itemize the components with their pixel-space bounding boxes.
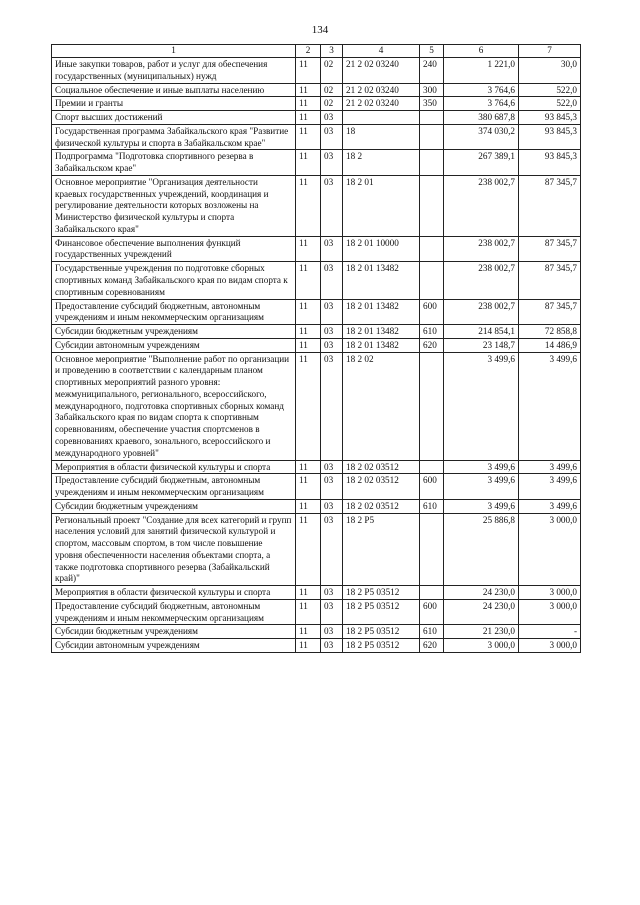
section-code-cell: 11 <box>296 150 321 176</box>
amount-col7-cell: 87 345,7 <box>519 262 581 299</box>
table-row <box>52 586 581 600</box>
table-row <box>52 83 581 97</box>
budget-table <box>51 44 581 653</box>
table-row <box>52 111 581 125</box>
expense-type-cell: 610 <box>420 325 444 339</box>
amount-col6-cell: 238 002,7 <box>444 299 519 325</box>
table-row <box>52 513 581 586</box>
subsection-code-cell: 03 <box>321 124 343 150</box>
item-name-cell: Субсидии бюджетным учреждениям <box>52 625 296 639</box>
amount-col7-cell: 3 499,6 <box>519 460 581 474</box>
table-row <box>52 236 581 262</box>
amount-col7-cell: 3 000,0 <box>519 513 581 586</box>
section-code-cell: 11 <box>296 236 321 262</box>
item-name-cell: Премии и гранты <box>52 97 296 111</box>
amount-col6-cell: 25 886,8 <box>444 513 519 586</box>
subsection-code-cell: 03 <box>321 474 343 500</box>
section-code-cell: 11 <box>296 175 321 236</box>
subsection-code-cell: 03 <box>321 325 343 339</box>
amount-col6-cell: 3 000,0 <box>444 639 519 653</box>
item-name-cell: Предоставление субсидий бюджетным, автономным учреждениям и иным некоммерческим организациям <box>52 599 296 625</box>
item-name-cell: Мероприятия в области физической культуры и спорта <box>52 460 296 474</box>
amount-col7-cell: - <box>519 625 581 639</box>
amount-col7-cell: 87 345,7 <box>519 236 581 262</box>
table-body <box>52 58 581 653</box>
table-row <box>52 175 581 236</box>
subsection-code-cell: 03 <box>321 460 343 474</box>
target-article-cell: 18 2 P5 <box>343 513 420 586</box>
table-row <box>52 124 581 150</box>
table-row <box>52 58 581 84</box>
section-code-cell: 11 <box>296 338 321 352</box>
amount-col7-cell: 3 499,6 <box>519 499 581 513</box>
amount-col7-cell: 93 845,3 <box>519 111 581 125</box>
target-article-cell: 18 2 02 03512 <box>343 474 420 500</box>
subsection-code-cell: 03 <box>321 111 343 125</box>
target-article-cell: 18 2 P5 03512 <box>343 639 420 653</box>
target-article-cell: 21 2 02 03240 <box>343 58 420 84</box>
table-row <box>52 97 581 111</box>
target-article-cell: 18 2 01 <box>343 175 420 236</box>
expense-type-cell <box>420 124 444 150</box>
target-article-cell: 18 2 P5 03512 <box>343 586 420 600</box>
table-row <box>52 262 581 299</box>
column-header: 5 <box>420 45 444 58</box>
subsection-code-cell: 03 <box>321 586 343 600</box>
column-header: 6 <box>444 45 519 58</box>
page-number: 134 <box>311 24 329 36</box>
target-article-cell: 18 2 02 03512 <box>343 460 420 474</box>
table-row <box>52 150 581 176</box>
expense-type-cell: 600 <box>420 474 444 500</box>
section-code-cell: 11 <box>296 83 321 97</box>
item-name-cell: Основное мероприятие "Выполнение работ по организации и проведению в соответствии с календарным планом спортивных мероприятий разного уровня: межмуниципального, регионального, всероссийского, международного, подготовка спортивных сборных команд Забайкальского края по видам спорта к спортивным соревнованиям, обеспечение участия спортсменов в соревнованиях краевого, зонального, всероссийского и международного уровней" <box>52 352 296 460</box>
section-code-cell: 11 <box>296 586 321 600</box>
amount-col7-cell: 87 345,7 <box>519 299 581 325</box>
amount-col7-cell: 3 000,0 <box>519 586 581 600</box>
amount-col7-cell: 93 845,3 <box>519 150 581 176</box>
item-name-cell: Мероприятия в области физической культуры и спорта <box>52 586 296 600</box>
item-name-cell: Социальное обеспечение и иные выплаты населению <box>52 83 296 97</box>
amount-col6-cell: 24 230,0 <box>444 586 519 600</box>
target-article-cell: 18 2 01 13482 <box>343 325 420 339</box>
amount-col6-cell: 3 764,6 <box>444 83 519 97</box>
amount-col7-cell: 93 845,3 <box>519 124 581 150</box>
expense-type-cell <box>420 175 444 236</box>
amount-col7-cell: 3 499,6 <box>519 352 581 460</box>
subsection-code-cell: 03 <box>321 338 343 352</box>
target-article-cell: 18 2 P5 03512 <box>343 625 420 639</box>
subsection-code-cell: 03 <box>321 262 343 299</box>
section-code-cell: 11 <box>296 625 321 639</box>
expense-type-cell: 620 <box>420 639 444 653</box>
amount-col6-cell: 3 499,6 <box>444 474 519 500</box>
item-name-cell: Субсидии автономным учреждениям <box>52 639 296 653</box>
table-row <box>52 474 581 500</box>
amount-col6-cell: 267 389,1 <box>444 150 519 176</box>
header-row <box>52 45 581 58</box>
expense-type-cell <box>420 236 444 262</box>
amount-col6-cell: 3 499,6 <box>444 499 519 513</box>
target-article-cell: 18 2 <box>343 150 420 176</box>
section-code-cell: 11 <box>296 513 321 586</box>
expense-type-cell <box>420 513 444 586</box>
expense-type-cell <box>420 460 444 474</box>
amount-col6-cell: 238 002,7 <box>444 236 519 262</box>
amount-col7-cell: 3 499,6 <box>519 474 581 500</box>
table-row <box>52 352 581 460</box>
section-code-cell: 11 <box>296 599 321 625</box>
amount-col6-cell: 374 030,2 <box>444 124 519 150</box>
item-name-cell: Субсидии автономным учреждениям <box>52 338 296 352</box>
subsection-code-cell: 03 <box>321 625 343 639</box>
amount-col6-cell: 214 854,1 <box>444 325 519 339</box>
target-article-cell: 18 2 01 13482 <box>343 262 420 299</box>
section-code-cell: 11 <box>296 474 321 500</box>
column-header: 2 <box>296 45 321 58</box>
item-name-cell: Финансовое обеспечение выполнения функций государственных учреждений <box>52 236 296 262</box>
expense-type-cell: 300 <box>420 83 444 97</box>
item-name-cell: Субсидии бюджетным учреждениям <box>52 499 296 513</box>
amount-col7-cell: 522,0 <box>519 97 581 111</box>
table-row <box>52 325 581 339</box>
expense-type-cell <box>420 262 444 299</box>
item-name-cell: Предоставление субсидий бюджетным, автономным учреждениям и иным некоммерческим организациям <box>52 299 296 325</box>
target-article-cell: 18 2 01 10000 <box>343 236 420 262</box>
subsection-code-cell: 03 <box>321 299 343 325</box>
item-name-cell: Подпрограмма "Подготовка спортивного резерва в Забайкальском крае" <box>52 150 296 176</box>
subsection-code-cell: 03 <box>321 150 343 176</box>
section-code-cell: 11 <box>296 499 321 513</box>
target-article-cell: 18 2 01 13482 <box>343 299 420 325</box>
subsection-code-cell: 03 <box>321 175 343 236</box>
item-name-cell: Государственные учреждения по подготовке сборных спортивных команд Забайкальского края по видам спорта к спортивным соревнованиям <box>52 262 296 299</box>
item-name-cell: Спорт высших достижений <box>52 111 296 125</box>
table-row <box>52 299 581 325</box>
section-code-cell: 11 <box>296 325 321 339</box>
section-code-cell: 11 <box>296 58 321 84</box>
section-code-cell: 11 <box>296 262 321 299</box>
amount-col7-cell: 522,0 <box>519 83 581 97</box>
subsection-code-cell: 02 <box>321 58 343 84</box>
column-header: 4 <box>343 45 420 58</box>
section-code-cell: 11 <box>296 111 321 125</box>
column-header: 3 <box>321 45 343 58</box>
amount-col6-cell: 3 499,6 <box>444 352 519 460</box>
amount-col7-cell: 72 858,8 <box>519 325 581 339</box>
table-row <box>52 499 581 513</box>
amount-col6-cell: 23 148,7 <box>444 338 519 352</box>
subsection-code-cell: 03 <box>321 236 343 262</box>
target-article-cell: 18 <box>343 124 420 150</box>
expense-type-cell <box>420 586 444 600</box>
amount-col7-cell: 14 486,9 <box>519 338 581 352</box>
expense-type-cell: 600 <box>420 299 444 325</box>
item-name-cell: Государственная программа Забайкальского края "Развитие физической культуры и спорта в Забайкальском крае" <box>52 124 296 150</box>
amount-col7-cell: 3 000,0 <box>519 639 581 653</box>
amount-col6-cell: 21 230,0 <box>444 625 519 639</box>
amount-col6-cell: 3 764,6 <box>444 97 519 111</box>
subsection-code-cell: 02 <box>321 83 343 97</box>
target-article-cell: 18 2 02 03512 <box>343 499 420 513</box>
expense-type-cell: 600 <box>420 599 444 625</box>
section-code-cell: 11 <box>296 299 321 325</box>
item-name-cell: Предоставление субсидий бюджетным, автономным учреждениям и иным некоммерческим организациям <box>52 474 296 500</box>
expense-type-cell: 610 <box>420 625 444 639</box>
expense-type-cell: 240 <box>420 58 444 84</box>
section-code-cell: 11 <box>296 97 321 111</box>
amount-col6-cell: 238 002,7 <box>444 262 519 299</box>
target-article-cell: 18 2 01 13482 <box>343 338 420 352</box>
subsection-code-cell: 03 <box>321 599 343 625</box>
table-row <box>52 639 581 653</box>
subsection-code-cell: 03 <box>321 639 343 653</box>
table-row <box>52 460 581 474</box>
expense-type-cell: 610 <box>420 499 444 513</box>
amount-col6-cell: 1 221,0 <box>444 58 519 84</box>
amount-col7-cell: 30,0 <box>519 58 581 84</box>
amount-col6-cell: 238 002,7 <box>444 175 519 236</box>
target-article-cell: 21 2 02 03240 <box>343 83 420 97</box>
target-article-cell: 18 2 02 <box>343 352 420 460</box>
target-article-cell: 18 2 P5 03512 <box>343 599 420 625</box>
section-code-cell: 11 <box>296 460 321 474</box>
column-header: 1 <box>52 45 296 58</box>
amount-col6-cell: 380 687,8 <box>444 111 519 125</box>
expense-type-cell <box>420 150 444 176</box>
table-row <box>52 599 581 625</box>
section-code-cell: 11 <box>296 639 321 653</box>
expense-type-cell: 350 <box>420 97 444 111</box>
item-name-cell: Субсидии бюджетным учреждениям <box>52 325 296 339</box>
target-article-cell: 21 2 02 03240 <box>343 97 420 111</box>
section-code-cell: 11 <box>296 124 321 150</box>
target-article-cell <box>343 111 420 125</box>
amount-col6-cell: 3 499,6 <box>444 460 519 474</box>
column-header: 7 <box>519 45 581 58</box>
amount-col6-cell: 24 230,0 <box>444 599 519 625</box>
expense-type-cell <box>420 352 444 460</box>
table-row <box>52 338 581 352</box>
amount-col7-cell: 3 000,0 <box>519 599 581 625</box>
amount-col7-cell: 87 345,7 <box>519 175 581 236</box>
section-code-cell: 11 <box>296 352 321 460</box>
subsection-code-cell: 02 <box>321 97 343 111</box>
item-name-cell: Региональный проект "Создание для всех категорий и групп населения условий для занятий физической культурой и спортом, массовым спортом, в том числе повышение уровня обеспеченности населения объектами спорта, а также подготовка спортивного резерва (Забайкальский край)" <box>52 513 296 586</box>
table-row <box>52 625 581 639</box>
subsection-code-cell: 03 <box>321 352 343 460</box>
subsection-code-cell: 03 <box>321 513 343 586</box>
item-name-cell: Иные закупки товаров, работ и услуг для обеспечения государственных (муниципальных) нужд <box>52 58 296 84</box>
expense-type-cell <box>420 111 444 125</box>
item-name-cell: Основное мероприятие "Организация деятельности краевых государственных учреждений, координация и регулирование деятельности которых возложены на Министерство физической культуры и спорта Забайкальского края" <box>52 175 296 236</box>
subsection-code-cell: 03 <box>321 499 343 513</box>
expense-type-cell: 620 <box>420 338 444 352</box>
